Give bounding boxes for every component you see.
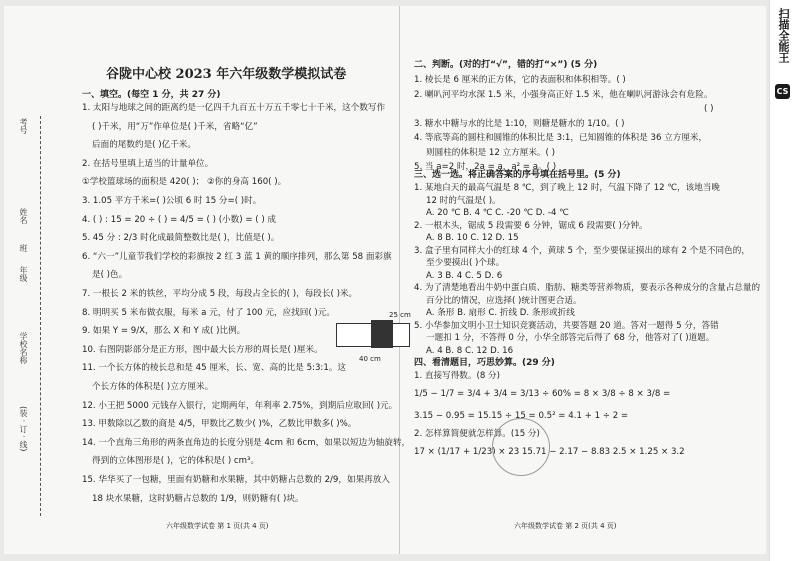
left-footer: 六年级数学试卷 第 1 页(共 4 页) <box>166 522 269 530</box>
leftLines-line: 11. 一个长方体的棱长总和是 45 厘米，长、宽、高的比是 5:3:1。这 <box>82 363 346 374</box>
leftLines-line: 是( )色。 <box>92 270 128 281</box>
chooseLines-line: A. 8 B. 10 C. 12 D. 15 <box>426 233 519 243</box>
watermark-text: 扫描全能王 <box>777 8 790 63</box>
leftLines-line: 5. 45 分 : 2/3 时化成最简整数比是( )，比值是( )。 <box>82 233 280 244</box>
chooseLines-line: 2. 一根木头，锯成 5 段需要 6 分钟，锯成 6 段需要( )分钟。 <box>414 220 648 231</box>
cs-logo-icon: CS <box>775 84 790 99</box>
figure-bottom-label: 40 cm <box>359 355 381 363</box>
leftLines-line: ( )千米，用“万”作单位是( )千米，省略“亿” <box>92 121 258 132</box>
chooseLines-line: A. 20 ℃ B. 4 ℃ C. -20 ℃ D. -4 ℃ <box>426 208 569 218</box>
calc-subhead-2: 2. 怎样算简便就怎样算。(15 分) <box>414 429 540 439</box>
leftLines-line: 2. 在括号里填上适当的计量单位。 <box>82 158 214 169</box>
leftLines-line: 后面的尾数约是( )亿千米。 <box>92 140 196 151</box>
leftLines-line: 10. 右图阴影部分是正方形，图中最大长方形的周长是( )厘米。 <box>82 344 323 355</box>
right-footer: 六年级数学试卷 第 2 页(共 4 页) <box>514 522 617 530</box>
chooseLines-line: 5. 小华参加文明小卫士知识竞赛活动，共要答题 20 道。答对一题得 5 分，答错 <box>414 320 719 331</box>
chooseLines-line: 4. 为了清楚地看出牛奶中蛋白质、脂肪、糖类等营养物质，要表示各种成分的含量占总量的 <box>414 283 761 293</box>
binding-strip <box>14 116 68 516</box>
exam-no-label: 考号 <box>19 118 28 134</box>
chooseLines-line: 1. 某地白天的最高气温是 8 ℃，到了晚上 12 时，气温下降了 12 ℃，该地当晚 <box>414 183 720 193</box>
exam-sheet <box>4 6 766 554</box>
leftLines-line: 4. ( ) : 15 = 20 ÷ ( ) = 4/5 = ( ) (小数) = ( ) 成 <box>82 214 277 225</box>
chooseLines-line: 至少要摸出( )个球。 <box>426 258 505 268</box>
leftLines-line: 13. 甲数除以乙数的商是 4/5，甲数比乙数少( )%，乙数比甲数多( )%。 <box>82 419 357 430</box>
leftLines-line: 个长方体的体积是( )立方厘米。 <box>92 382 214 392</box>
name-label: 姓名 <box>19 208 28 224</box>
chooseLines-line: A. 条形 B. 扇形 C. 折线 D. 条形或折线 <box>426 308 575 318</box>
leftLines-line: 1. 太阳与地球之间的距离约是一亿四千九百五十万五千零七十千米，这个数写作 <box>82 103 386 113</box>
judgeLines-line: 3. 糖水中糖与水的比是 1:10，则糖是糖水的 1/10。( ) <box>414 118 625 129</box>
judgeLines-line: 1. 棱长是 6 厘米的正方体，它的表面积和体积相等。( ) <box>414 75 626 85</box>
chooseLines-line: A. 3 B. 4 C. 5 D. 6 <box>426 270 503 281</box>
section-calc: 四、看清题目，巧思妙算。(29 分) <box>414 358 555 368</box>
judgeLines-line: 4. 等底等高的圆柱和圆锥的体积比是 3:1，已知圆锥的体积是 36 立方厘米， <box>414 133 708 143</box>
calc-row-3: 17 × (1/17 + 1/23) × 23 15.71 − 2.17 − 8.83 2.5 × 1.25 × 3.2 <box>414 447 685 457</box>
leftLines-line: 8. 明明买 5 米布做衣服，每米 a 元，付了 100 元，应找回( )元。 <box>82 307 335 318</box>
pencil-circle <box>492 418 550 476</box>
leftLines-line: ①学校篮球场的面积是 420( )； ②你的身高 160( )。 <box>82 177 287 188</box>
judgeLines-line: 5. 当 a=2 时，2a = a，a² = a。( ) <box>414 162 557 172</box>
calc-row-2: 3.15 − 0.95 = 15.15 ÷ 15 = 0.5² = 4.1 + 1 ÷ 2 = <box>414 411 629 421</box>
class-label: 班 <box>19 244 28 252</box>
cut-line <box>40 116 41 516</box>
judgeLines-line: ( ) <box>704 104 714 114</box>
leftLines-line: 得到的立体图形是( )，它的体积是( ) cm³。 <box>92 456 260 467</box>
chooseLines-line: 3. 盒子里有同样大小的红球 4 个，黄球 5 个，至少要保证摸出的球有 2 个是不同色的， <box>414 245 750 256</box>
leftLines-line: 9. 如果 Y = 9/X，那么 X 和 Y 成( )比例。 <box>82 326 246 337</box>
cut-label: (装 · 订 · 线) <box>19 406 28 452</box>
chooseLines-line: A. 4 B. 8 C. 12 D. 16 <box>426 345 514 356</box>
school-label: 学校名称 <box>19 332 28 364</box>
leftLines-line: 3. 1.05 平方千米=( )公顷 6 时 15 分=( )时。 <box>82 196 262 206</box>
exam-title: 谷陇中心校 2023 年六年级数学模拟试卷 <box>106 67 347 82</box>
chooseLines-line: 百分比的情况，应选择( )统计图更合适。 <box>426 295 582 306</box>
page-fold <box>399 6 400 554</box>
figure-top-label: 25 cm <box>389 311 411 319</box>
grade-label: 年级 <box>19 266 28 282</box>
shaded-square <box>371 320 393 348</box>
rectangle-figure <box>331 311 423 371</box>
section-judge: 二、判断。(对的打“√”，错的打“×”) (5 分) <box>414 60 598 70</box>
judgeLines-line: 2. 喇叭河平均水深 1.5 米，小强身高正好 1.5 米，他在喇叭河游泳会有危险。 <box>414 89 713 100</box>
leftLines-line: 15. 华华买了一包糖，里面有奶糖和水果糖，其中奶糖占总数的 2/9，如果再放入 <box>82 475 390 485</box>
scanner-watermark <box>769 0 794 561</box>
leftLines-line: 18 块水果糖，这时奶糖占总数的 1/9，则奶糖有( )块。 <box>92 493 304 504</box>
section-fill-blank: 一、填空。(每空 1 分，共 27 分) <box>82 90 221 100</box>
leftLines-line: 7. 一根长 2 米的铁丝，平均分成 5 段，每段占全长的( )，每段长( )米。 <box>82 289 358 299</box>
leftLines-line: 12. 小王把 5000 元钱存入银行，定期两年，年利率 2.75%，到期后应取回( )元。 <box>82 400 398 411</box>
calc-subhead-1: 1. 直接写得数。(8 分) <box>414 371 500 381</box>
leftLines-line: 14. 一个直角三角形的两条直角边的长度分别是 4cm 和 6cm，如果以短边为轴旋转， <box>82 437 411 448</box>
chooseLines-line: 一题扣 1 分，不答得 0 分，小华全部答完后得了 68 分，他答对了( )道题。 <box>426 333 715 343</box>
section-choose: 三、选一选。将正确答案的序号填在括号里。(5 分) <box>414 170 621 180</box>
judgeLines-line: 则圆柱的体积是 12 立方厘米。( ) <box>426 147 555 158</box>
chooseLines-line: 12 时的气温是( )。 <box>426 195 501 206</box>
leftLines-line: 6. “六一”儿童节我们学校的彩旗按 2 红 3 蓝 1 黄的顺序排列，那么第 58 面彩旗 <box>82 251 392 262</box>
calc-row-1: 1/5 − 1/7 = 3/4 + 3/4 = 3/13 ÷ 60% = 8 × 3/8 ÷ 8 × 3/8 = <box>414 389 671 399</box>
